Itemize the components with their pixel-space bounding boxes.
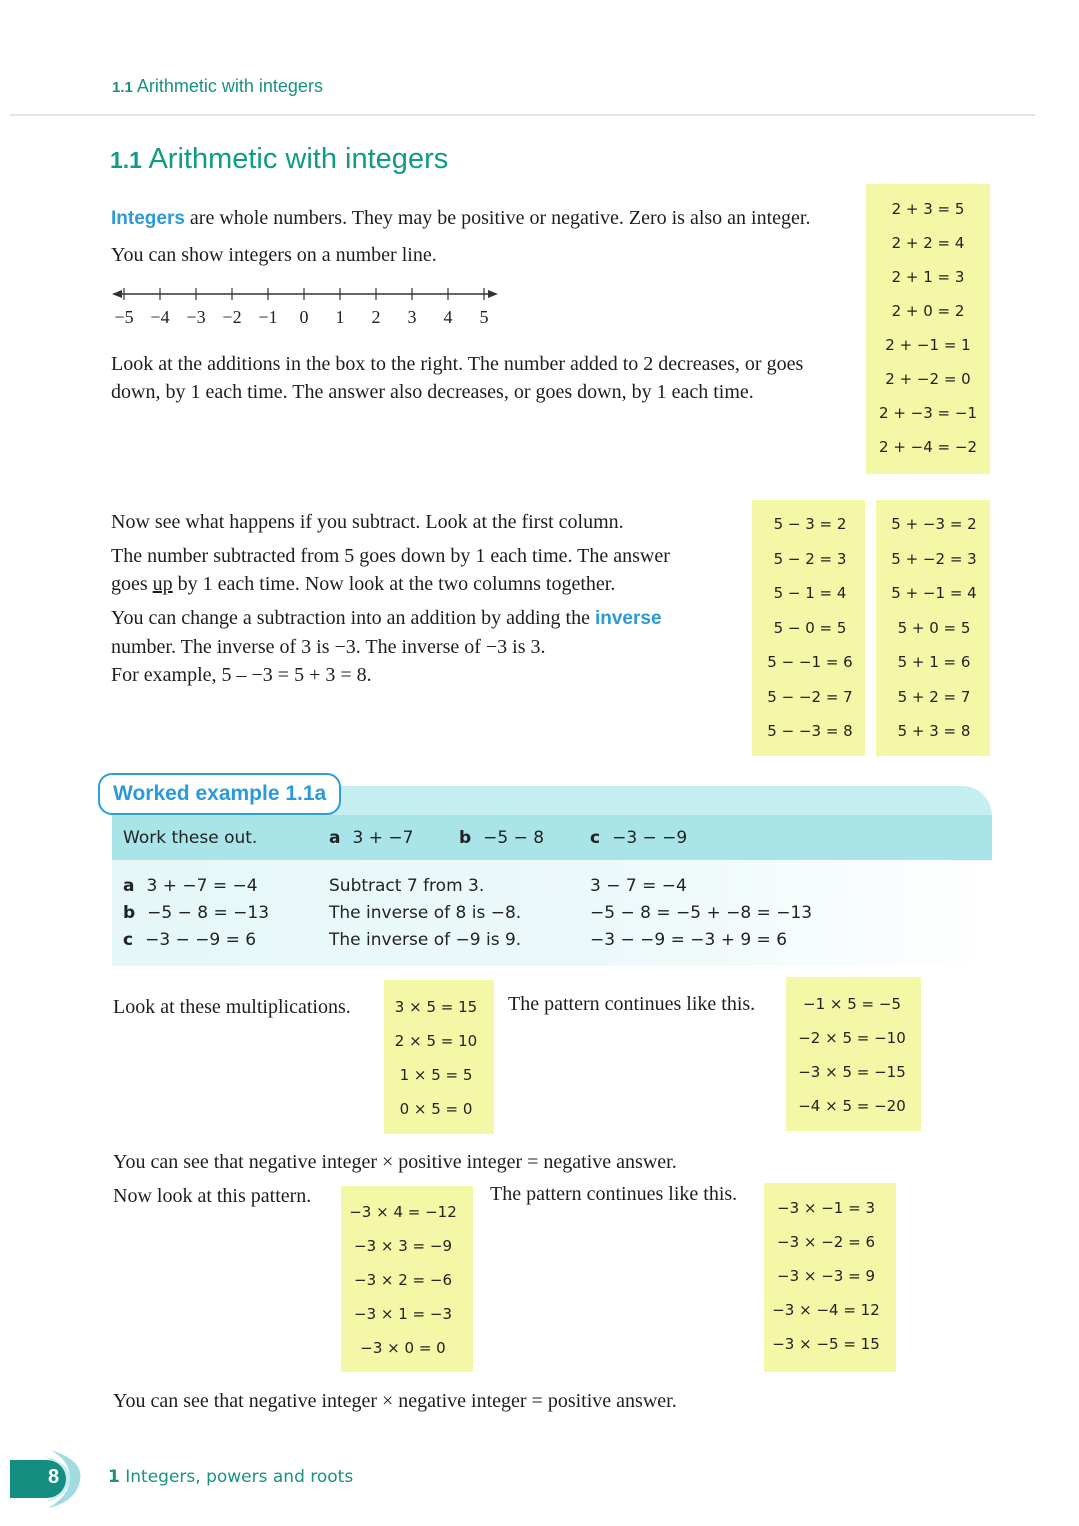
subtraction-box [752,500,865,756]
question-letter: b [459,828,472,848]
answer-result: −5 − 8 = −13 [147,903,270,923]
question-c [590,828,687,848]
answer-explanation [329,930,521,950]
equation: −4 × 5 = −20 [798,1097,906,1115]
answer-working-text: −3 − −9 = −3 + 9 = 6 [590,930,788,950]
number-line-label: −3 [186,307,206,327]
page-title [110,143,448,176]
answer-letter: c [123,930,134,950]
question-letter: a [329,828,341,848]
equation: 2 + −4 = −2 [879,438,977,456]
answer-result: −3 − −9 = 6 [145,930,257,950]
multiplication-box-positive [384,980,494,1134]
equation: −1 × 5 = −5 [803,995,901,1013]
equation: 5 + −1 = 4 [891,584,977,602]
equation: −3 × −5 = 15 [772,1335,880,1353]
equation: 5 + −3 = 2 [891,515,977,533]
keyword-inverse: inverse [594,608,662,629]
subtract-line4 [111,604,751,633]
question-a [329,828,413,848]
number-line-label: −1 [258,307,278,327]
equation: 5 − 1 = 4 [773,584,847,602]
subtract-line6: For example, 5 – −3 = 5 + 3 = 8. [111,664,372,686]
equation: −3 × −4 = 12 [772,1301,880,1319]
chapter-number: 1 [108,1467,120,1487]
equation: 5 − 2 = 3 [773,549,847,568]
equation: 5 − −3 = 8 [767,722,853,740]
answer-letter: a [123,876,135,896]
equation: 2 + 1 = 3 [891,268,965,286]
equation: −2 × 5 = −10 [798,1029,906,1047]
equation: 2 + −2 = 0 [885,370,971,388]
equation: −3 × −3 = 9 [777,1267,875,1285]
equation: −3 × 0 = 0 [360,1339,446,1357]
equation: 5 − 3 = 2 [773,515,847,533]
equation: −3 × −1 = 3 [777,1199,875,1217]
equation: 5 + −2 = 3 [891,549,977,568]
multiplication-box-neg-times-neg [764,1183,896,1372]
number-line-axis [110,283,502,307]
underlined-up: up [152,573,173,595]
answer-b [123,903,269,923]
answer-a [123,876,258,896]
running-head-number: 1.1 [112,79,133,96]
pattern-continues-2: The pattern continues like this. [490,1183,738,1205]
equation: 5 − 0 = 5 [773,618,847,637]
intro-line1: are whole numbers. They may be positive or negative. Zero is also an integer. [184,207,811,229]
question-expression: 3 + −7 [352,828,414,848]
intro-line2: You can show integers on a number line. [111,244,437,266]
equation: −3 × 5 = −15 [798,1063,906,1081]
intro-paragraph [111,204,851,269]
equation: 2 + 0 = 2 [891,302,965,320]
equation: 0 × 5 = 0 [399,1100,473,1118]
keyword-integers: Integers [111,208,185,229]
subtract-line4-pre: You can change a subtraction into an addition by adding the [111,607,595,629]
equation: 2 + 3 = 5 [891,200,965,218]
equation: 2 × 5 = 10 [394,1032,478,1050]
question-letter: c [590,828,601,848]
pattern-continues-1: The pattern continues like this. [508,993,756,1015]
subtract-line3-post: by 1 each time. Now look at the two columns together. [172,573,616,595]
equation: 2 + 2 = 4 [891,234,965,252]
question-expression: −5 − 8 [483,828,545,848]
worked-example-prompt: Work these out. [123,828,258,848]
subtract-line1: Now see what happens if you subtract. Look at the first column. [111,511,624,533]
footer-chapter [108,1467,353,1487]
answer-working-text: 3 − 7 = −4 [590,876,687,896]
conclusion-negative-positive: You can see that negative integer × positive integer = negative answer. [113,1151,677,1173]
section-title: Arithmetic with integers [148,143,449,175]
subtract-line5: number. The inverse of 3 is −3. The inverse of −3 is 3. [111,636,546,658]
section-number: 1.1 [110,147,142,173]
running-head [112,76,323,97]
multiplication-box-negative [786,977,921,1131]
answer-explanation-text: The inverse of −9 is 9. [329,930,522,950]
additions-paragraph [111,350,861,406]
number-line-label: −4 [150,307,170,327]
equation: 5 + 2 = 7 [897,687,971,706]
additions-line1: Look at the additions in the box to the right. The number added to 2 decreases, or goes [111,353,804,375]
equation: −3 × 1 = −3 [354,1305,452,1323]
answer-explanation-text: The inverse of 8 is −8. [329,903,522,923]
worked-example-tab: Worked example 1.1a [98,773,341,815]
answer-working-text: −5 − 8 = −5 + −8 = −13 [590,903,813,923]
equation: −3 × 2 = −6 [354,1271,452,1289]
answer-result: 3 + −7 = −4 [146,876,258,896]
equation: 5 − −2 = 7 [767,687,853,706]
addition-box [866,184,990,474]
number-line-label: 3 [407,307,417,327]
equation: 2 + −1 = 1 [885,336,971,354]
number-line-label: −2 [222,307,242,327]
answer-explanation [329,903,521,923]
subtraction-paragraph [111,508,751,689]
subtract-line2: The number subtracted from 5 goes down by 1 each time. The answer [111,545,670,567]
answer-working [590,903,812,923]
number-line-label: 4 [443,307,453,327]
header-divider [10,114,1035,116]
running-head-title: Arithmetic with integers [136,76,323,96]
answer-c [123,930,256,950]
equation: 5 + 1 = 6 [897,653,971,671]
equation: 1 × 5 = 5 [399,1066,473,1084]
number-line-label: 1 [335,307,345,327]
equation: −3 × 4 = −12 [349,1203,457,1221]
question-b [459,828,544,848]
conclusion-negative-negative: You can see that negative integer × negative integer = positive answer. [113,1390,677,1412]
pattern-intro: Now look at this pattern. [113,1185,312,1207]
answer-explanation [329,876,484,896]
left-arrow-icon [112,290,122,298]
subtract-line3 [111,570,751,598]
number-line-label: 5 [479,307,489,327]
equation: 2 + −3 = −1 [879,404,977,422]
answer-letter: b [123,903,136,923]
answer-working [590,876,687,896]
equation: −3 × 3 = −9 [354,1237,452,1255]
answer-explanation-text: Subtract 7 from 3. [329,876,485,896]
equation: 5 + 3 = 8 [897,722,971,740]
subtract-line3-pre: goes [111,573,153,595]
equation: −3 × −2 = 6 [777,1233,875,1251]
right-arrow-icon [488,290,498,298]
number-line-label: 2 [371,307,381,327]
number-line-label: 0 [299,307,309,327]
multiplication-intro: Look at these multiplications. [113,996,351,1018]
equation: 5 − −1 = 6 [767,653,853,671]
chapter-title: Integers, powers and roots [125,1467,354,1487]
answer-working [590,930,787,950]
equation: 5 + 0 = 5 [897,618,971,637]
page-number: 8 [48,1466,60,1488]
additions-line2: down, by 1 each time. The answer also decreases, or goes down, by 1 each time. [111,381,754,403]
inverse-addition-box [876,500,990,756]
equation: 3 × 5 = 15 [394,998,478,1016]
number-line [110,283,502,331]
multiplication-box-neg-times-pos [341,1186,473,1372]
number-line-label: −5 [114,307,134,327]
question-expression: −3 − −9 [612,828,688,848]
